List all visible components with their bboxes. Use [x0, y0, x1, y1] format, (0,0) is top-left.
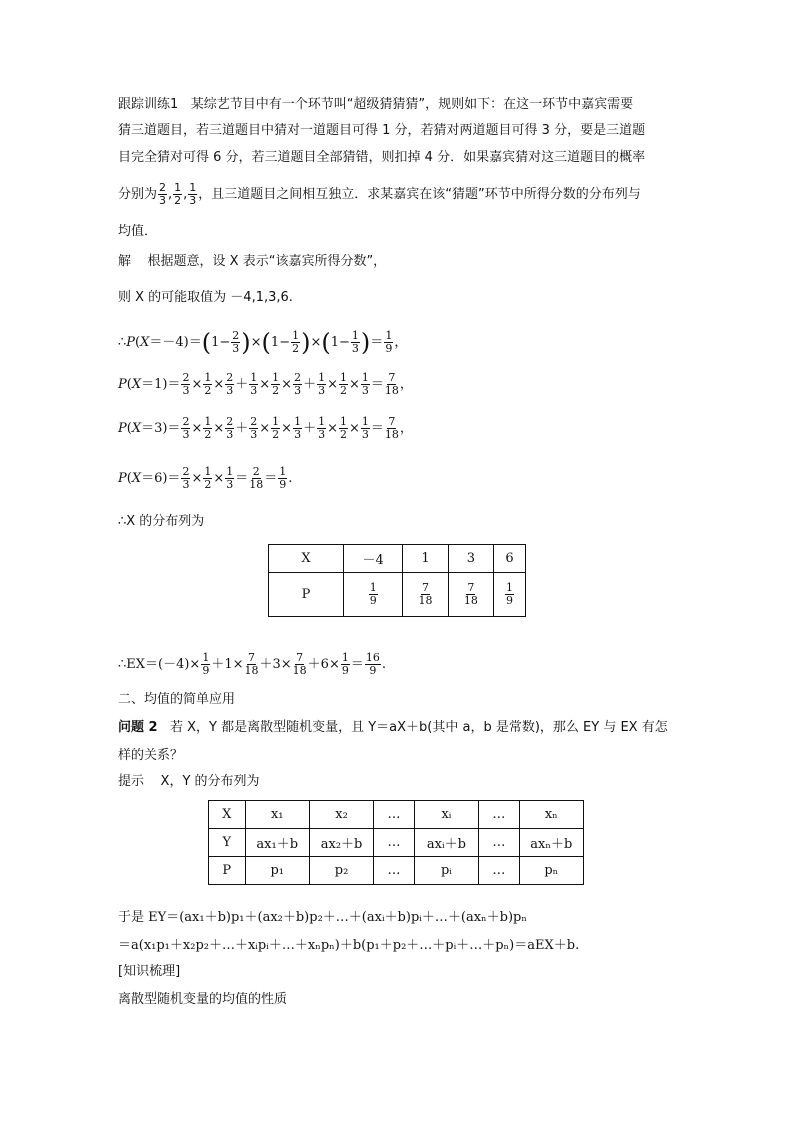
problem-line-2: 猜三道题目，若三道题目中猜对一道题目可得 1 分，若猜对两道题目可得 3 分，要是三道题 [118, 123, 646, 138]
knowledge-heading: [知识梳理] [118, 964, 181, 979]
table2-cell: p₂ [309, 857, 373, 885]
table1-cell: $\frac{7}{18}$ [448, 573, 493, 617]
table2-cell: p₁ [245, 857, 309, 885]
problem-line-1 [118, 95, 633, 115]
formula-p-6: P(X＝6)＝ $\frac{2}{3}$ × $\frac{1}{2}$ × $\frac{1}{3}$ ＝ $\frac{2}{18}$ ＝ $\frac{1}{9}$ . [118, 465, 293, 491]
table1-header-p: P [269, 573, 344, 617]
table2-header-p: P [209, 857, 246, 885]
problem-label: 跟踪训练1 [118, 97, 179, 112]
table1-header-x: X [269, 545, 344, 573]
table2-cell: pₙ [519, 857, 583, 885]
table2-cell: xₙ [519, 801, 583, 829]
table2-cell: axₙ＋b [519, 829, 583, 857]
hint-text: X，Y 的分布列为 [160, 774, 260, 789]
table2-header-x: X [209, 801, 246, 829]
problem-text-4a: 分别为 [118, 187, 158, 202]
table2-row-y [209, 829, 584, 857]
table2-cell: … [374, 801, 415, 829]
problem-text-4b: ，且三道题目之间相互独立．求某嘉宾在该“猜题”环节中所得分数的分布列与 [198, 187, 641, 202]
dist-intro: ∴X 的分布列为 [118, 514, 205, 529]
section-heading: 二、均值的简单应用 [118, 692, 236, 707]
table2-cell: … [479, 829, 520, 857]
prob-2-3: $\frac{2}{3}$ [159, 181, 167, 207]
table1-cell: $\frac{1}{9}$ [494, 573, 526, 617]
table1-row-x [269, 545, 526, 573]
problem-line-5: 均值． [118, 224, 158, 239]
table2-cell: x₁ [245, 801, 309, 829]
table1-row-p [269, 573, 526, 617]
table2-cell: … [374, 857, 415, 885]
distribution-table-1 [268, 544, 526, 617]
question-2-line-2: 样的关系？ [118, 748, 184, 763]
table2-cell: ax₂＋b [309, 829, 373, 857]
formula-p-1: P(X＝1)＝ $\frac{2}{3}$ × $\frac{1}{2}$ × $\frac{2}{3}$ ＋ $\frac{1}{3}$ × $\frac{1}{2}$ × $\frac{2}{3}$ ＋ $\frac{1}{3}$ × $\frac{1}{2}$ × $\frac{1}{3}$ ＝ $\frac{7}{18}$ ， [118, 371, 413, 397]
solution-intro [118, 252, 386, 272]
table1-cell: $\frac{7}{18}$ [403, 573, 448, 617]
distribution-table-2 [208, 800, 584, 885]
table2-cell: x₂ [309, 801, 373, 829]
problem-line-4: 分别为 $\frac{2}{3}$ , $\frac{1}{2}$ , $\frac{1}{3}$ ，且三道题目之间相互独立．求某嘉宾在该“猜题”环节中所得分数的分布列与 [118, 181, 641, 207]
table1-cell: 1 [403, 545, 448, 573]
result-line-2: ＝a(x₁p₁＋x₂p₂＋…＋xᵢpᵢ＋…＋xₙpₙ)＋b(p₁＋p₂＋…＋pᵢ＋…＋pₙ)＝aEX＋b. [118, 938, 580, 953]
prob-1-3: $\frac{1}{3}$ [189, 181, 197, 207]
solution-label: 解 [118, 254, 132, 269]
solution-intro-text: 根据题意，设 X 表示“该嘉宾所得分数”， [147, 254, 387, 269]
table2-cell: axᵢ＋b [414, 829, 478, 857]
formula-p-3: P(X＝3)＝ $\frac{2}{3}$ × $\frac{1}{2}$ × $\frac{2}{3}$ ＋ $\frac{2}{3}$ × $\frac{1}{2}$ × $\frac{1}{3}$ ＋ $\frac{1}{3}$ × $\frac{1}{2}$ × $\frac{1}{3}$ ＝ $\frac{7}{18}$ ， [118, 415, 413, 441]
property-heading: 离散型随机变量的均值的性质 [118, 992, 288, 1007]
table1-cell: －4 [344, 545, 403, 573]
expectation-label: ∴EX＝(－4)× [118, 657, 201, 672]
table2-cell: xᵢ [414, 801, 478, 829]
possible-values: 则 X 的可能取值为 －4,1,3,6. [118, 290, 293, 305]
table2-cell: ax₁＋b [245, 829, 309, 857]
hint-line [118, 772, 260, 792]
question-2-line-1 [118, 718, 668, 738]
table2-cell: … [374, 829, 415, 857]
question-label: 问题 2 [118, 720, 158, 735]
table1-cell: 3 [448, 545, 493, 573]
table2-cell: … [479, 857, 520, 885]
table2-cell: … [479, 801, 520, 829]
problem-line-3: 目完全猜对可得 6 分，若三道题目全部猜错，则扣掉 4 分．如果嘉宾猜对这三道题目的概率 [118, 150, 646, 165]
question-text: 若 X，Y 都是离散型随机变量，且 Y＝aX＋b(其中 a，b 是常数)，那么 EY 与 EX 有怎 [169, 720, 668, 735]
hint-label: 提示 [118, 774, 145, 789]
table2-row-x [209, 801, 584, 829]
result-line-1: 于是 EY＝(ax₁＋b)p₁＋(ax₂＋b)p₂＋…＋(axᵢ＋b)pᵢ＋…＋(axₙ＋b)pₙ [118, 910, 528, 925]
expectation-formula: ∴EX＝(－4)× $\frac{1}{9}$ ＋1× $\frac{7}{18}$ ＋3× $\frac{7}{18}$ ＋6× $\frac{1}{9}$ ＝ $\frac{16}{9}$ . [118, 651, 386, 677]
table1-cell: $\frac{1}{9}$ [344, 573, 403, 617]
prob-1-2: $\frac{1}{2}$ [174, 181, 182, 207]
table2-row-p [209, 857, 584, 885]
table2-cell: pᵢ [414, 857, 478, 885]
formula-p-neg4: ∴P(X＝－4)＝(1− $\frac{2}{3}$ )×(1− $\frac{1}{2}$ )×(1− $\frac{1}{3}$ )＝ $\frac{1}{9}$ ， [118, 328, 408, 357]
table1-cell: 6 [494, 545, 526, 573]
problem-text-1: 某综艺节目中有一个环节叫“超级猜猜猜”，规则如下：在这一环节中嘉宾需要 [190, 97, 634, 112]
table2-header-y: Y [209, 829, 246, 857]
